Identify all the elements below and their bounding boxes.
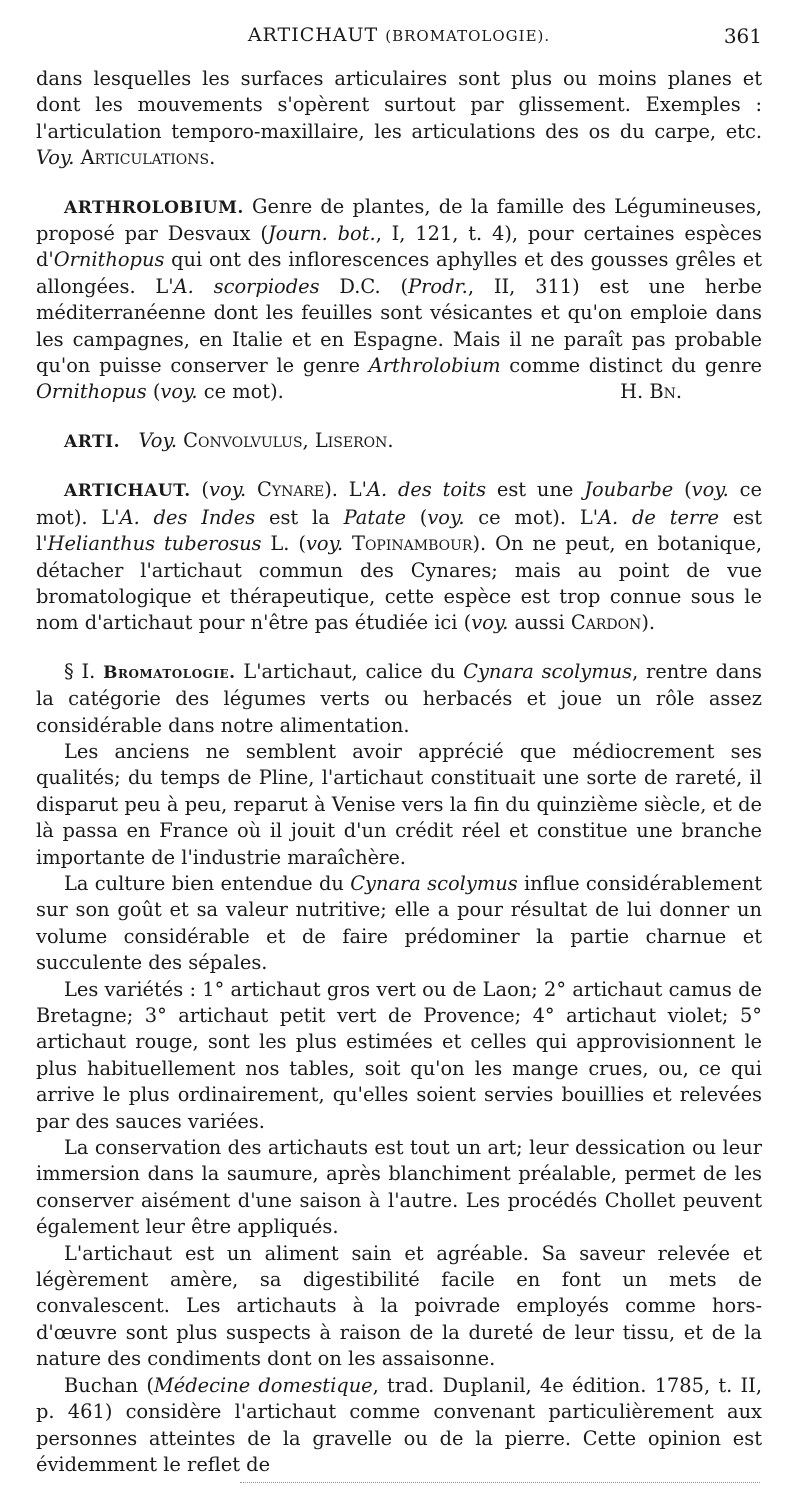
author-signature: H. Bn. [620, 380, 682, 404]
section-mark: § I. [64, 659, 96, 683]
continuation-text: dans lesquelles les surfaces articulaires sont plus ou moins planes et dont les mouvements s'opèrent surtout par glissement. Exemples : l'articulation temporo-maxillaire, les articulations des os du carpe, etc. [36, 67, 762, 143]
paragraph-conservation: La conservation des artichauts est tout un art; leur dessication ou leur immersion dans la saumure, après blanchiment préalable, permet de les conserver aisément d'une saison à l'autre. Les procédés Chollet peuvent également leur être appliqués. [36, 1136, 762, 1239]
page-number: 361 [723, 24, 762, 48]
running-title [36, 24, 762, 46]
entry-arthrolobium: ARTHROLOBIUM. Genre de plantes, de la famille des Légumineuses, proposé par Desvaux (Journ. bot., I, 121, t. 4), pour certaines espèces d'Ornithopus qui ont des inflorescences aphylles et des gousses grêles et allongées. L'A. scorpiodes D.C. (Prodr., II, 311) est une herbe méditerranéenne dont les feuilles sont vésicantes et qu'on emploie dans les campagnes, en Italie et en Espagne. Mais il ne paraît pas probable qu'on puisse conserver le genre Arthrolobium comme distinct du genre Ornithopus (voy. ce mot). H. Bn. [36, 194, 762, 406]
section-title: Bromatologie. [103, 662, 236, 683]
paragraph-varietes: Les variétés : 1° artichaut gros vert ou de Laon; 2° artichaut camus de Bretagne; 3° artichaut petit vert de Provence; 4° artichaut violet; 5° artichaut rouge, sont les plus estimées et celles qui approvisionnent le plus habituellement nos tables, soit qu'on les mange crues, ou, ce qui arrive le plus ordinairement, qu'elles soient servies bouillies et relevées par des sauces variées. [36, 977, 762, 1133]
section-bromatologie: § I. Bromatologie. L'artichaut, calice du Cynara scolymus, rentre dans la catégorie des légumes verts ou herbacés et joue un rôle assez considérable dans notre alimentation. [36, 659, 762, 737]
running-header [36, 0, 762, 48]
cross-reference: Convolvulus, Liseron. [183, 428, 394, 452]
paragraph-anciens: Les anciens ne semblent avoir apprécié que médiocrement ses qualités; du temps de Pline, l'artichaut constituait une sorte de rareté, il disparut peu à peu, reparut à Venise vers la fin du quinzième siècle, et de là passa en France où il jouit d'un crédit réel et constitue une branche importante de l'industrie maraîchère. [36, 739, 762, 869]
paragraph-aliment: L'artichaut est un aliment sain et agréable. Sa saveur relevée et légèrement amère, sa digestibilité facile en font un mets de convalescent. Les artichauts à la poivrade employés comme hors-d'œuvre sont plus suspects à raison de la dureté de leur tissu, et de la nature des condiments dont on les assaisonne. [36, 1241, 762, 1371]
footer-rule [240, 1482, 760, 1483]
entry-artichaut: ARTICHAUT. (voy. Cynare). L'A. des toits est une Joubarbe (voy. ce mot). L'A. des Indes est la Patate (voy. ce mot). L'A. de terre est l'Helianthus tuberosus L. (voy. Topinambour). On ne peut, en botanique, détacher l'artichaut commun des Cynares; mais au point de vue bromatologique et thérapeutique, cette espèce est trop connue sous le nom d'artichaut pour n'être pas étudiée ici (voy. aussi Cardon). [36, 478, 763, 635]
paragraph-culture: La culture bien entendue du Cynara scolymus influe considérablement sur son goût et sa valeur nutritive; elle a pour résultat de lui donner un volume considérable et de faire prédominer la partie charnue et succulente des sépales. [36, 871, 763, 975]
headword: ARTICHAUT. [64, 481, 191, 502]
cross-reference: Articulations. [80, 146, 216, 170]
running-title-paren: (BROMATOLOGIE). [385, 27, 551, 45]
running-title-main: ARTICHAUT [247, 24, 379, 46]
entry-arti: ARTI. Voy. Convolvulus, Liseron. [64, 428, 394, 452]
paragraph-buchan: Buchan (Médecine domestique, trad. Duplanil, 4e édition. 1785, t. II, p. 461) considère l'artichaut comme convenant particulièrement aux personnes atteintes de la gravelle ou de la pierre. Cette opinion est évidemment le reflet de [36, 1373, 762, 1476]
headword: ARTI. [64, 431, 121, 452]
headword: ARTHROLOBIUM. [64, 197, 244, 218]
voy-ref: Voy. [36, 146, 75, 170]
continuation-paragraph [36, 66, 762, 172]
